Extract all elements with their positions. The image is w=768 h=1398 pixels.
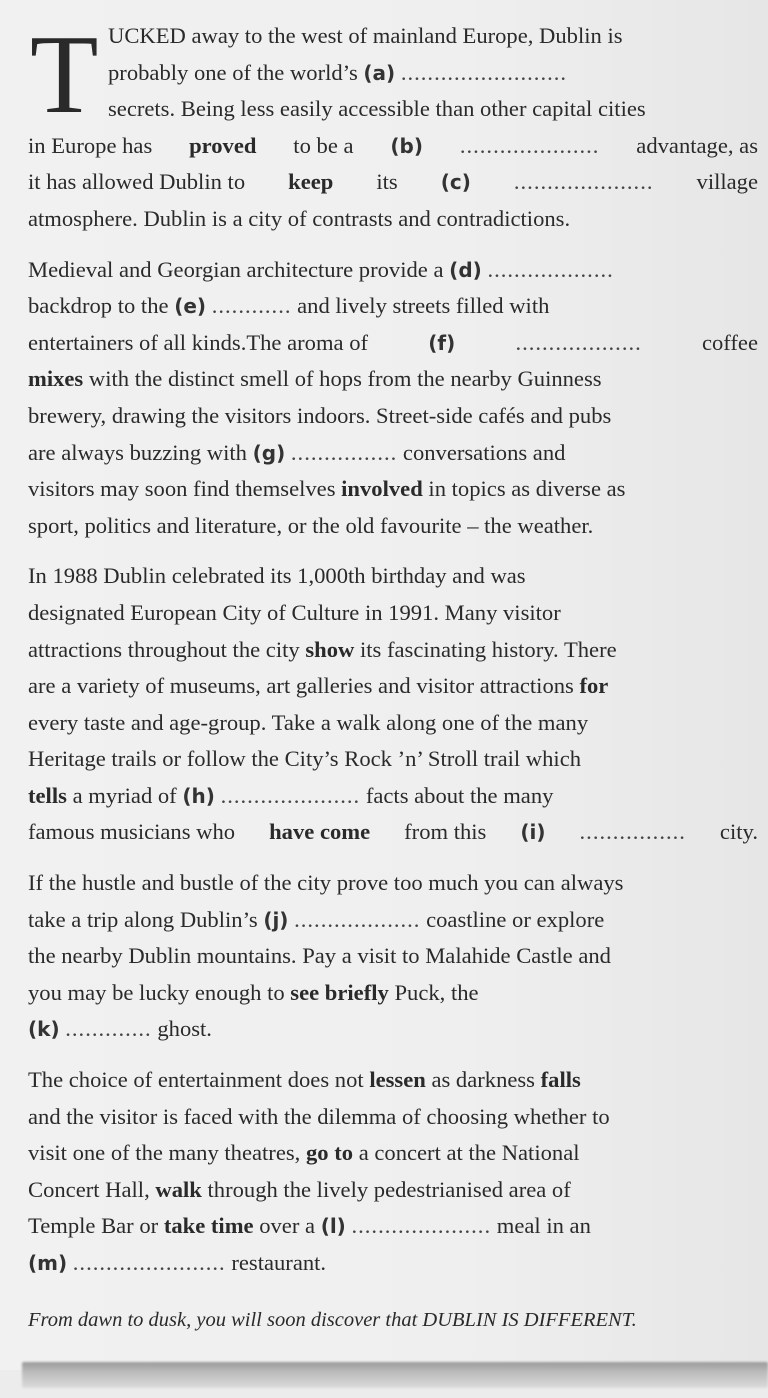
text-line: backdrop to the (e) ............ and lively streets filled with — [28, 293, 550, 319]
keyword: have come — [269, 819, 371, 845]
blank-i[interactable]: ................ — [579, 819, 686, 845]
text-line: UCKED away to the west of mainland Europe, Dublin is — [108, 23, 623, 48]
text-line: If the hustle and bustle of the city prove too much you can always — [28, 870, 624, 896]
text-line: and the visitor is faced with the dilemma of choosing whether to — [28, 1103, 610, 1129]
text-line: (k) ............. ghost. — [28, 1016, 212, 1042]
text-line: the nearby Dublin mountains. Pay a visit to Malahide Castle and — [28, 943, 611, 969]
blank-label-l: (l) — [320, 1214, 346, 1239]
text-line: visitors may soon find themselves involved in topics as diverse as — [28, 476, 626, 502]
text-line: Concert Hall, walk through the lively pedestrianised area of — [28, 1176, 571, 1202]
keyword: lessen — [369, 1067, 426, 1093]
keyword: see briefly — [290, 979, 389, 1005]
blank-d[interactable]: ................... — [487, 256, 614, 282]
blank-label-f: (f) — [428, 330, 456, 355]
blank-label-k: (k) — [28, 1017, 60, 1042]
text-line: brewery, drawing the visitors indoors. Street-side cafés and pubs — [28, 402, 612, 428]
keyword: go to — [305, 1140, 354, 1166]
blank-j[interactable]: ................... — [294, 906, 421, 932]
blank-g[interactable]: ................ — [290, 439, 398, 465]
text-line: famous musicians who have come from this (i) ................ city. — [28, 814, 758, 851]
text-line: (m) ....................... restaurant. — [28, 1250, 327, 1275]
blank-m[interactable]: ....................... — [72, 1250, 226, 1275]
keyword: proved — [189, 132, 257, 158]
text-line: tells a myriad of (h) ..................... facts about the many — [28, 782, 554, 808]
keyword: mixes — [28, 366, 84, 392]
text-line: mixes with the distinct smell of hops from the nearby Guinness — [28, 366, 602, 392]
keyword: keep — [288, 169, 334, 195]
text-line: take a trip along Dublin’s (j) ................... coastline or explore — [28, 906, 605, 932]
text-line: probably one of the world’s (a) ......................... — [108, 59, 568, 85]
keyword: falls — [540, 1067, 581, 1093]
blank-label-e: (e) — [174, 294, 207, 319]
text-line: entertainers of all kinds.The aroma of (f) ................... coffee — [28, 325, 758, 362]
blank-a[interactable]: ......................... — [400, 59, 568, 85]
text-line: are a variety of museums, art galleries and visitor attractions for — [28, 673, 609, 699]
blank-label-b: (b) — [390, 133, 423, 158]
text-line: In 1988 Dublin celebrated its 1,000th birthday and was — [28, 563, 526, 589]
drop-cap: T — [30, 13, 99, 137]
closing-line: From dawn to dusk, you will soon discover that DUBLIN IS DIFFERENT. — [28, 1308, 637, 1331]
text-line: are always buzzing with (g) ................ conversations and — [28, 439, 566, 465]
keyword: take time — [163, 1213, 254, 1239]
text-line: Heritage trails or follow the City’s Rock ’n’ Stroll trail which — [28, 746, 582, 772]
blank-label-g: (g) — [252, 440, 286, 465]
text-line: sport, politics and literature, or the old favourite – the weather. — [28, 512, 594, 538]
keyword: walk — [155, 1176, 202, 1202]
blank-f[interactable]: ................... — [515, 329, 642, 355]
text-line: you may be lucky enough to see briefly Puck, the — [28, 979, 479, 1005]
paragraph-2 — [28, 252, 758, 545]
blank-label-i: (i) — [520, 820, 546, 845]
keyword: for — [579, 673, 609, 699]
blank-label-d: (d) — [449, 257, 482, 282]
text-line: Medieval and Georgian architecture provide a (d) ................... — [28, 256, 614, 282]
text-line: designated European City of Culture in 1991. Many visitor — [28, 599, 561, 625]
keyword: tells — [28, 782, 67, 808]
text-line: secrets. Being less easily accessible than other capital cities — [108, 96, 646, 122]
blank-l[interactable]: ..................... — [351, 1213, 492, 1239]
blank-b[interactable]: ..................... — [459, 132, 600, 158]
paragraph-3 — [28, 558, 758, 851]
text-line: Temple Bar or take time over a (l) ..................... meal in an — [28, 1213, 591, 1239]
text-line: attractions throughout the city show its fascinating history. There — [28, 636, 617, 662]
text-line: every taste and age-group. Take a walk along one of the many — [28, 709, 589, 735]
keyword: involved — [341, 476, 423, 502]
blank-k[interactable]: ............. — [65, 1016, 152, 1042]
blank-label-j: (j) — [263, 907, 289, 932]
paragraph-5 — [28, 1062, 758, 1282]
blank-c[interactable]: ..................... — [513, 169, 654, 195]
text-line: The choice of entertainment does not lessen as darkness falls — [28, 1067, 581, 1093]
blank-label-h: (h) — [182, 783, 215, 808]
blank-label-m: (m) — [28, 1251, 68, 1275]
blank-h[interactable]: ..................... — [220, 782, 361, 808]
page-bottom-shadow — [22, 1362, 768, 1388]
keyword: show — [305, 636, 355, 662]
paragraph-4 — [28, 865, 758, 1048]
blank-e[interactable]: ............ — [211, 293, 292, 319]
blank-label-a: (a) — [363, 60, 396, 85]
blank-label-c: (c) — [440, 170, 471, 195]
text-line: atmosphere. Dublin is a city of contrasts and contradictions. — [28, 205, 571, 231]
text-line: it has allowed Dublin to keep its (c) ..................... village — [28, 164, 758, 201]
paragraph-1 — [28, 13, 758, 238]
text-line: in Europe has proved to be a (b) ..................... advantage, as — [28, 128, 758, 165]
text-line: visit one of the many theatres, go to a concert at the National — [28, 1140, 580, 1166]
dublin-article — [28, 13, 758, 1338]
